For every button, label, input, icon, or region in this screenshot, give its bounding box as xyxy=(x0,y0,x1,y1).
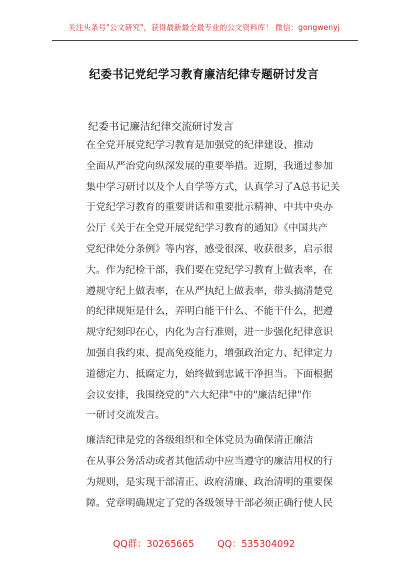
footer-qq-number: QQ：535304092 xyxy=(217,539,296,550)
text-line: 一研讨交流发言。 xyxy=(86,410,166,422)
document-body xyxy=(86,136,341,514)
text-line: 在全党开展党纪学习教育是加强党的纪律建设、推动 xyxy=(86,140,314,151)
paragraph-2 xyxy=(86,431,338,514)
text-line: 集中学习研讨以及个人自学等方式，认真学习了A总书记关 xyxy=(86,181,341,193)
header-banner: 关注头条号"公文研究"，获得最新最全最专业的公文资料库！ 微信：gongwenyj xyxy=(68,23,340,32)
text-line: 的纪律规矩是什么，弄明白能干什么、不能干什么，把遵 xyxy=(86,306,333,318)
text-line: 加强自我约束、提高免疫能力，增强政治定力、纪律定力 xyxy=(86,347,333,359)
text-line: 大。作为纪检干部，我们要在党纪学习教育上做表率，在 xyxy=(86,264,333,276)
paragraph-1 xyxy=(86,136,341,427)
footer-qq-group: QQ群：30265665 xyxy=(112,539,195,550)
document-subtitle: 纪委书记廉洁纪律交流研讨发言 xyxy=(88,121,234,133)
text-line: 道德定力、抵腐定力，始终做到忠诚干净担当。下面根据 xyxy=(86,368,333,380)
text-line: 在从事公务活动或者其他活动中应当遵守的廉洁用权的行 xyxy=(86,455,333,467)
footer-contacts xyxy=(0,536,408,550)
text-line: 会议安排，我围绕党的"六大纪律"中的"廉洁纪律"作 xyxy=(86,389,312,401)
text-line: 遵规守纪上做表率，在从严执纪上做表率，带头搞清楚党 xyxy=(86,285,333,297)
text-line: 公厅《关于在全党开展党纪学习教育的通知》《中国共产 xyxy=(86,223,328,235)
document-title: 纪委书记党纪学习教育廉洁纪律专题研讨发言 xyxy=(89,67,319,81)
text-line: 于党纪学习教育的重要讲话和重要批示精神、中共中央办 xyxy=(86,202,333,214)
text-line: 全面从严治党向纵深发展的重要举措。近期，我通过参加 xyxy=(86,160,333,172)
text-line: 党纪律处分条例》等内容，感受很深、收获很多，启示很 xyxy=(86,243,333,255)
text-line: 为规则，是实现干部清正、政府清廉、政治清明的重要保 xyxy=(86,476,333,488)
text-line: 障。党章明确规定了党的各级领导干部必须正确行使人民 xyxy=(86,497,333,509)
text-line: 规守纪刻印在心，内化为言行准则，进一步强化纪律意识 xyxy=(86,327,333,339)
text-line: 廉洁纪律是党的各级组织和全体党员为确保清正廉洁 xyxy=(86,435,314,447)
header-divider xyxy=(52,40,358,41)
